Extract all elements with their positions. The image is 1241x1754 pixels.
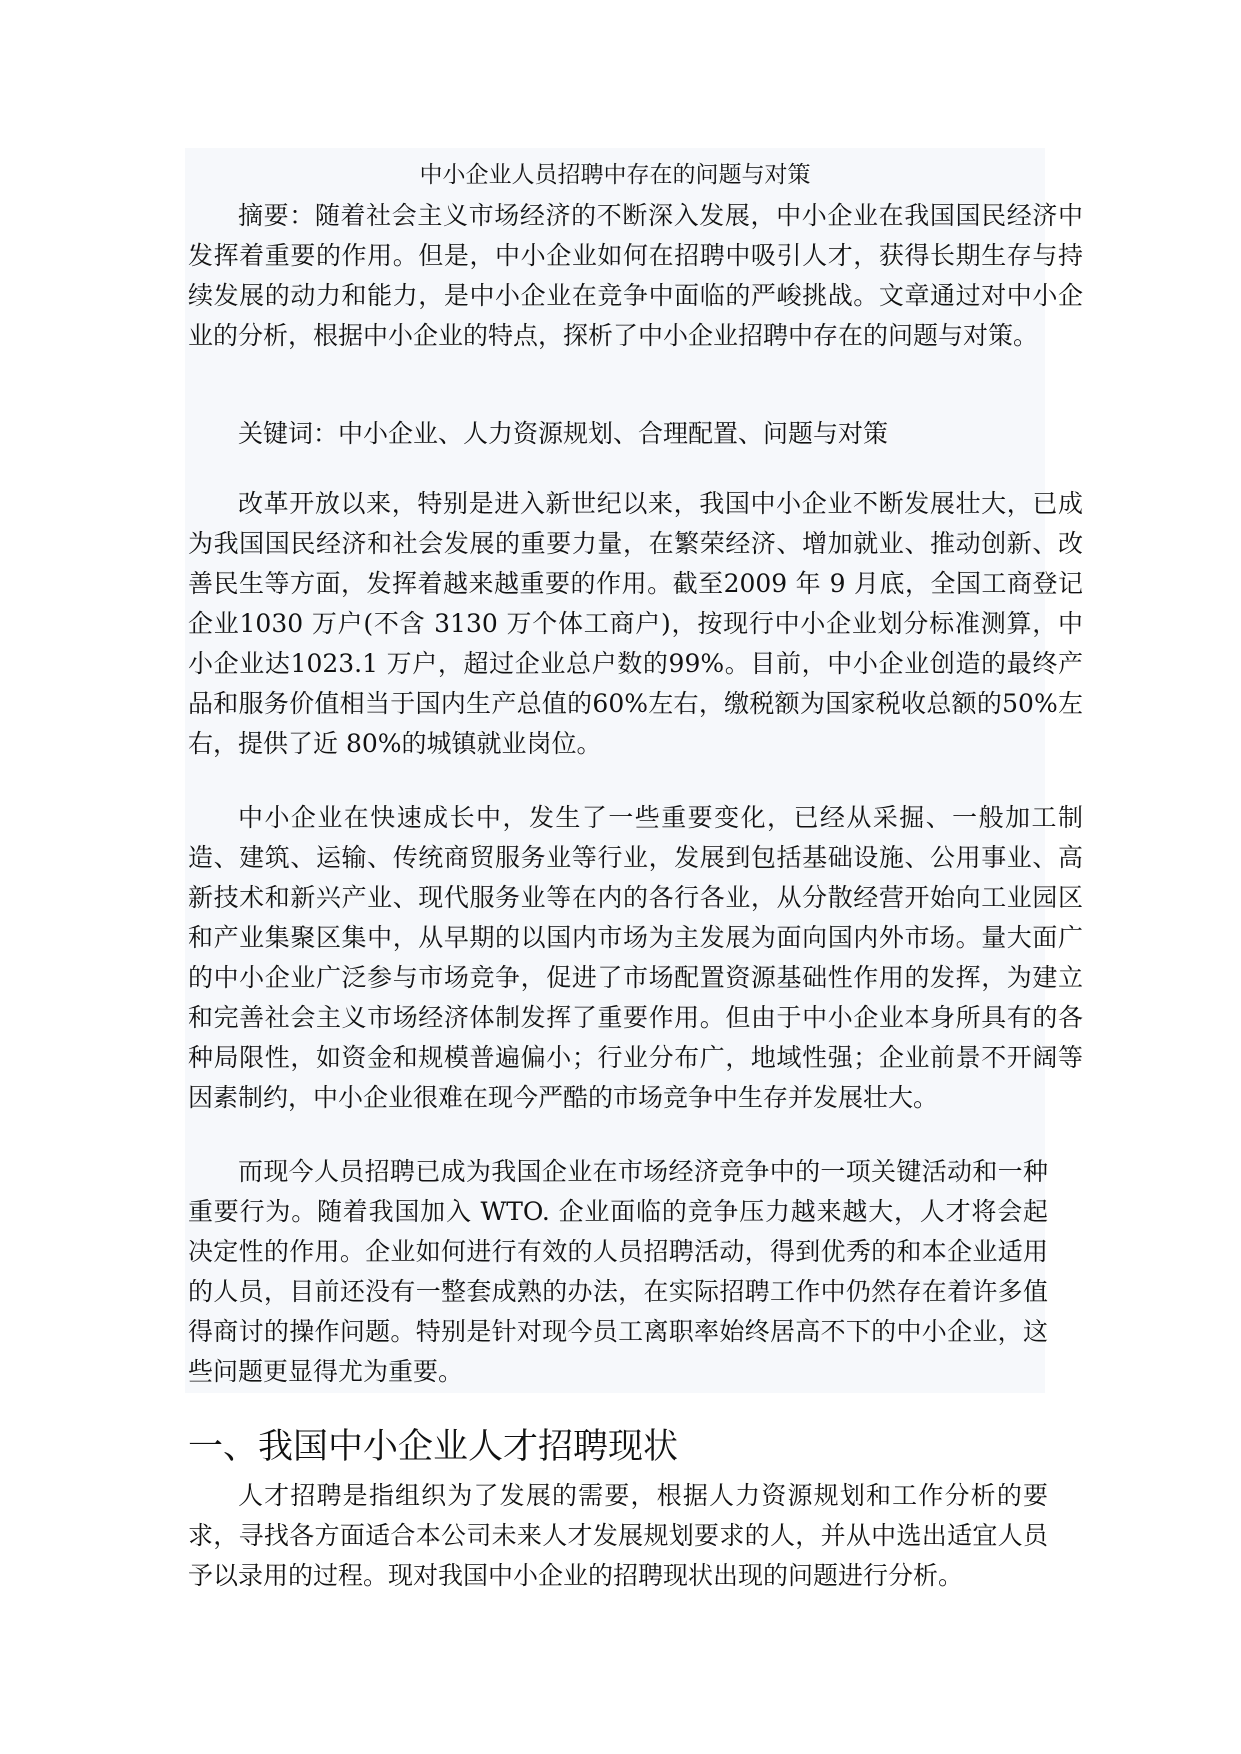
abstract-paragraph: 摘要：随着社会主义市场经济的不断深入发展，中小企业在我国国民经济中发挥着重要的作用。但是，中小企业如何在招聘中吸引人才，获得长期生存与持续发展的动力和能力，是中小企业在竞争中面临的严峻挑战。文章通过对中小企业的分析，根据中小企业的特点，探析了中小企业招聘中存在的问题与对策。 [188,201,1083,350]
keywords-paragraph: 关键词：中小企业、人力资源规划、合理配置、问题与对策 [238,419,889,448]
body-paragraph-2: 中小企业在快速成长中，发生了一些重要变化，已经从采掘、一般加工制造、建筑、运输、传统商贸服务业等行业，发展到包括基础设施、公用事业、高新技术和新兴产业、现代服务业等在内的各行各业，从分散经营开始向工业园区和产业集聚区集中，从早期的以国内市场为主发展为面向国内外市场。量大面广的中小企业广泛参与市场竞争，促进了市场配置资源基础性作用的发挥，为建立和完善社会主义市场经济体制发挥了重要作用。但由于中小企业本身所具有的各种局限性，如资金和规模普遍偏小；行业分布广，地域性强；企业前景不开阔等因素制约，中小企业很难在现今严酷的市场竞争中生存并发展壮大。 [188,803,1083,1112]
document-title: 中小企业人员招聘中存在的问题与对策 [419,162,811,188]
body-paragraph-3: 而现今人员招聘已成为我国企业在市场经济竞争中的一项关键活动和一种重要行为。随着我国加入 WTO. 企业面临的竞争压力越来越大，人才将会起决定性的作用。企业如何进行有效的人员招聘活动，得到优秀的和本企业适用的人员，目前还没有一整套成熟的办法，在实际招聘工作中仍然存在着许多值得商讨的操作问题。特别是针对现今员工离职率始终居高不下的中小企业，这些问题更显得尤为重要。 [188,1157,1048,1386]
body-paragraph-1: 改革开放以来，特别是进入新世纪以来，我国中小企业不断发展壮大，已成为我国国民经济和社会发展的重要力量，在繁荣经济、增加就业、推动创新、改善民生等方面，发挥着越来越重要的作用。截至2009 年 9 月底，全国工商登记企业1030 万户(不含 3130 万个体工商户)，按现行中小企业划分标准测算，中小企业达1023.1 万户，超过企业总户数的99%。目前，中小企业创造的最终产品和服务价值相当于国内生产总值的60%左右，缴税额为国家税收总额的50%左右，提供了近 80%的城镇就业岗位。 [188,489,1083,758]
section-1-paragraph: 人才招聘是指组织为了发展的需要，根据人力资源规划和工作分析的要求，寻找各方面适合本公司未来人才发展规划要求的人，并从中选出适宜人员予以录用的过程。现对我国中小企业的招聘现状出现的问题进行分析。 [188,1481,1048,1590]
section-heading-1: 一、我国中小企业人才招聘现状 [188,1427,679,1467]
